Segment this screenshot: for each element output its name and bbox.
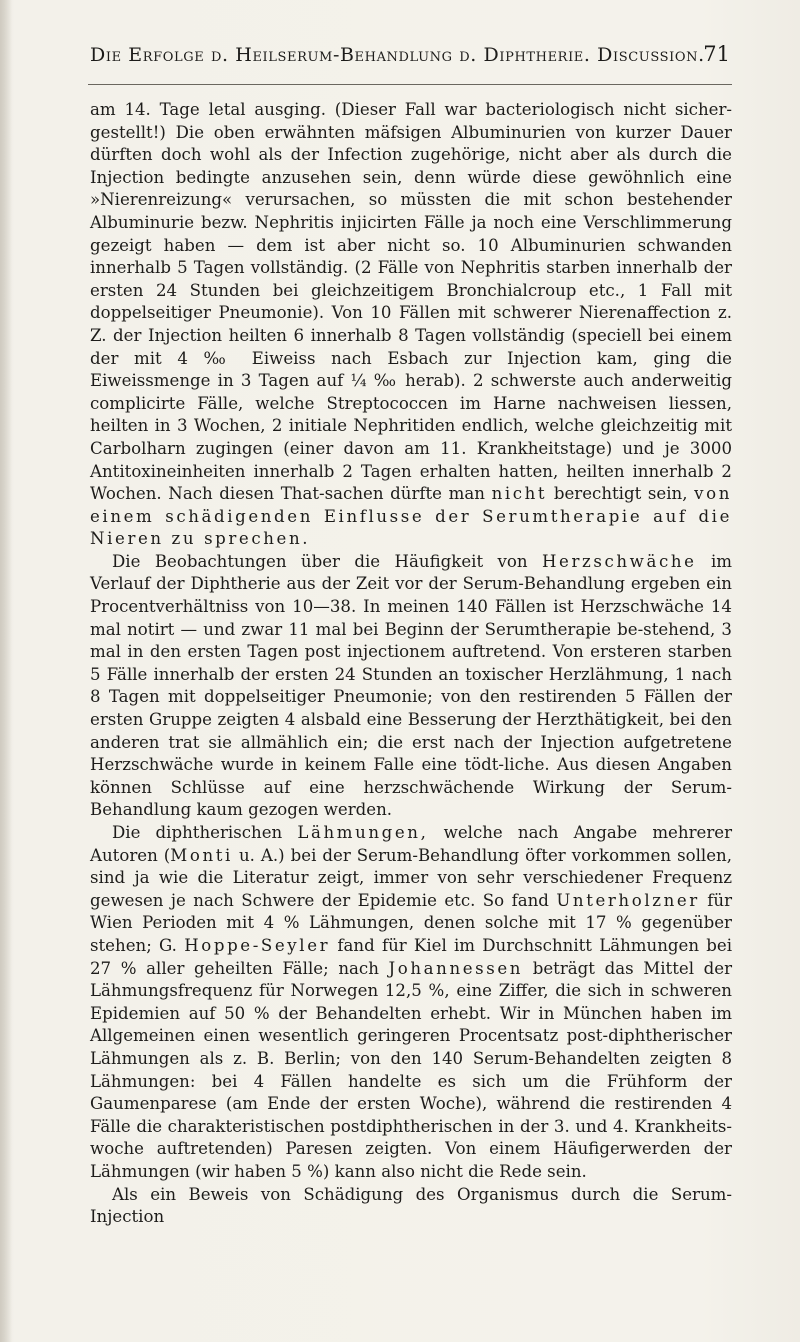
spaced-name: Unterholzner bbox=[556, 890, 700, 910]
running-head: Die Erfolge d. Heilserum-Behandlung d. Diphtherie. Discussion. bbox=[90, 44, 705, 66]
spaced-name: Hoppe-Seyler bbox=[184, 935, 331, 955]
spaced-emphasis: Herzschwäche bbox=[541, 551, 697, 571]
header-rule bbox=[88, 84, 732, 85]
paragraph-2: Die Beobachtungen über die Häufigkeit von Herzschwäche im Verlauf der Diphtherie aus der Zeit vor der Serum-Behandlung ergeben ein Procentverhältniss von 10—38. In meinen 140 Fällen ist Herzschwäche 14 mal notirt — und zwar 11 mal bei Beginn der Serumtherapie be-stehend, 3 mal in den ersten Tagen post injectionem auftretend. Von ersteren starben 5 Fälle innerhalb der ersten 24 Stunden an toxischer Herzlähmung, 1 nach 8 Tagen mit doppelseitiger Pneumonie; von den restirenden 5 Fällen der ersten Gruppe zeigten 4 alsbald eine Besserung der Herzthätigkeit, bei den anderen trat sie allmählich ein; die erst nach der Injection aufgetretene Herzschwäche wurde in keinem Falle eine tödt-liche. Aus diesen Angaben können Schlüsse auf eine herzschwächende Wirkung der Serum-Behandlung kaum gezogen werden. bbox=[90, 551, 732, 820]
paragraph-3: Die diphtherischen Lähmungen, welche nach Angabe mehrerer Autoren (Monti u. A.) bei der Serum-Behandlung öfter vorkommen sollen, sind ja wie die Literatur zeigt, immer von sehr verschiedener Frequenz gewesen je nach Schwere der Epidemie etc. So fand Unterholzner für Wien Perioden mit 4 % Lähmungen, denen solche mit 17 % gegenüber stehen; G. Hoppe-Seyler fand für Kiel im Durchschnitt Lähmungen bei 27 % aller geheilten Fälle; nach Johannessen beträgt das Mittel der Lähmungsfrequenz für Norwegen 12,5 %, eine Ziffer, die sich in schweren Epidemien auf 50 % der Behandelten erhebt. Wir in München haben im Allgemeinen einen wesentlich geringeren Procentsatz post-diphtherischer Lähmungen als z. B. Berlin; von den 140 Serum-Behandelten zeigten 8 Lähmungen: bei 4 Fällen handelte es sich um die Frühform der Gaumenparese (am Ende der ersten Woche), während die restirenden 4 Fälle die charakteristischen postdiphtherischen in der 3. und 4. Krankheits-woche auftretenden) Paresen zeigten. Von einem Häufigerwerden der Lähmungen (wir haben 5 %) kann also nicht die Rede sein. bbox=[90, 823, 733, 1181]
paragraph-4: Als ein Beweis von Schädigung des Organismus durch die Serum-Injection bbox=[90, 1184, 732, 1227]
spaced-name: Monti bbox=[170, 845, 233, 865]
paragraph-1: am 14. Tage letal ausging. (Dieser Fall war bacteriologisch nicht sicher-gestellt!) Die oben erwähnten mäfsigen Albuminurien von kurzer Dauer dürften doch wohl als der Infection zugehörige, nicht aber als durch die Injection bedingte anzusehen sein, denn würde diese gewöhnlich eine »Nierenreizung« verursachen, so müssten die mit schon bestehender Albuminurie bezw. Nephritis injicirten Fälle ja noch eine Verschlimmerung gezeigt haben — dem ist aber nicht so. 10 Albuminurien schwanden innerhalb 5 Tagen vollständig. (2 Fälle von Nephritis starben innerhalb der ersten 24 Stunden bei gleichzeitigem Bronchialcroup etc., 1 Fall mit doppelseitiger Pneumonie). Von 10 Fällen mit schwerer Nierenaffection z. Z. der Injection heilten 6 innerhalb 8 Tagen vollständig (speciell bei einem der mit 4 ‰ Eiweiss nach Esbach zur Injection kam, ging die Eiweissmenge in 3 Tagen auf ¼ ‰ herab). 2 schwerste auch anderweitig complicirte Fälle, welche Streptococcen im Harne nachweisen liessen, heilten in 3 Wochen, 2 initiale Nephritiden endlich, welche gleichzeitig mit Carbolharn zugingen (einer davon am 11. Krankheitstage) und je 3000 Antitoxineinheiten innerhalb 2 Tagen erhalten hatten, heilten innerhalb 2 Wochen. Nach diesen That-sachen dürfte man nicht berechtigt sein, von einem schädigenden Einflusse der Serumtherapie auf die Nieren zu sprechen. bbox=[90, 100, 732, 549]
page-number: 71 bbox=[703, 42, 730, 66]
spaced-emphasis: Lähmungen, bbox=[297, 823, 429, 842]
spaced-name: Johannessen bbox=[388, 958, 524, 978]
spaced-emphasis: nicht bbox=[491, 484, 548, 504]
body-text bbox=[90, 99, 732, 1229]
page-header bbox=[90, 44, 730, 78]
spaced-emphasis: von einem schädigenden Einflusse der Serumtherapie auf die Nieren zu sprechen. bbox=[90, 484, 732, 549]
gutter-shadow bbox=[0, 0, 12, 1342]
